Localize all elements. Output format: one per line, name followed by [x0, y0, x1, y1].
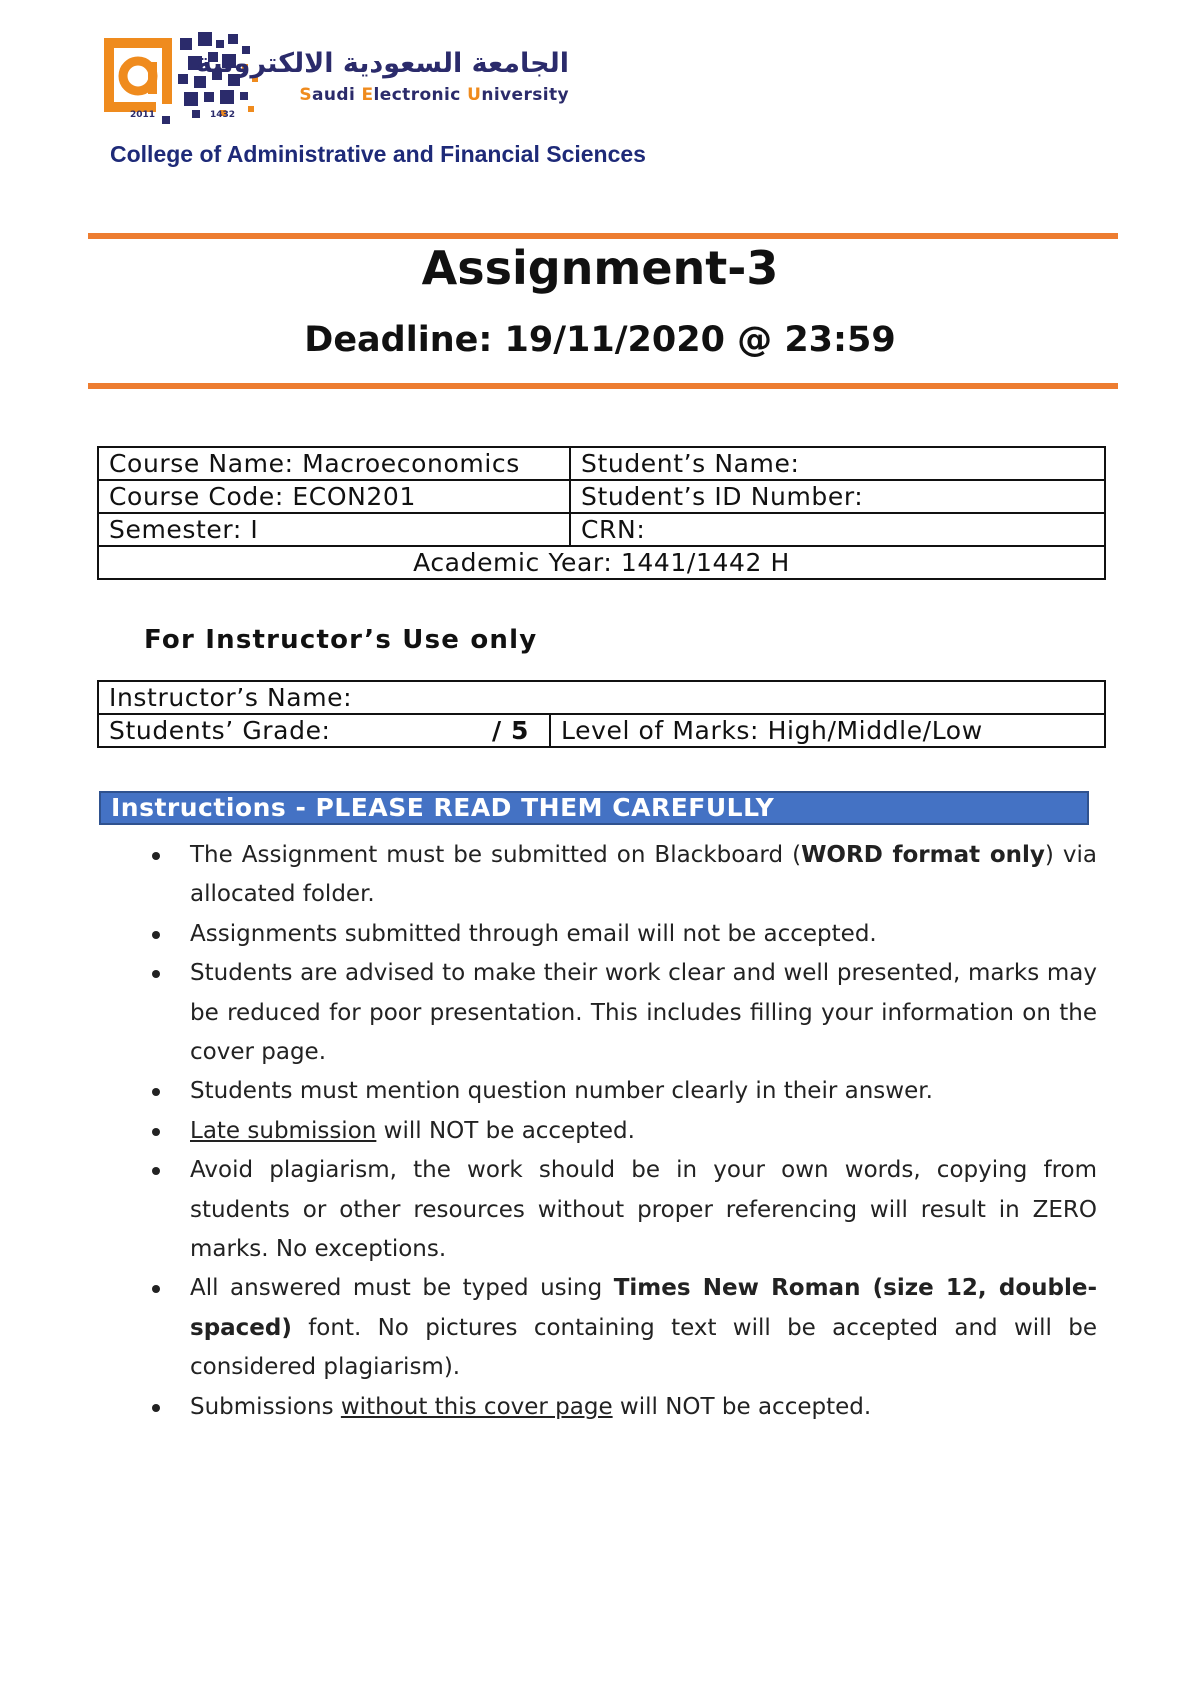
item-text: Submissions: [190, 1393, 341, 1420]
crn-field[interactable]: CRN:: [570, 513, 1105, 546]
deadline: Deadline: 19/11/2020 @ 23:59: [304, 320, 896, 360]
item-bold-text: WORD format only: [801, 842, 1045, 868]
list-item: [152, 954, 1097, 1072]
bullet-icon: [152, 931, 160, 939]
item-underlined-text: without this cover page: [340, 1393, 613, 1420]
students-grade-field[interactable]: [98, 714, 550, 747]
college-name: College of Administrative and Financial Sciences: [110, 141, 646, 167]
university-name-english: Saudi Electronic University: [299, 85, 569, 105]
bullet-icon: [152, 1404, 160, 1412]
item-text: Avoid plagiarism, the work should be in your own words, copying from students or other resources without proper referencing will result in ZERO marks. No exceptions.: [190, 1157, 1097, 1263]
list-item: [152, 1388, 1097, 1427]
bullet-icon: [152, 1088, 160, 1096]
list-item: [152, 1151, 1097, 1269]
item-text: The Assignment must be submitted on Blackboard (: [190, 842, 802, 868]
bullet-icon: [152, 1285, 160, 1293]
university-logo: [102, 30, 582, 130]
bottom-divider: [88, 383, 1118, 389]
item-text: All answered must be typed using: [190, 1275, 614, 1302]
bullet-icon: [152, 1128, 160, 1136]
course-name-cell: Course Name: Macroeconomics: [98, 447, 570, 480]
course-code-cell: Course Code: ECON201: [98, 480, 570, 513]
table-row: [98, 681, 1105, 714]
bullet-icon: [152, 852, 160, 860]
list-item: [152, 1072, 1097, 1111]
list-item: [152, 915, 1097, 954]
item-text: will NOT be accepted.: [376, 1117, 635, 1144]
students-grade-label: Students’ Grade:: [109, 716, 331, 745]
list-item: [152, 1112, 1097, 1151]
assignment-title: Assignment-3: [421, 241, 779, 295]
instructor-use-heading: For Instructor’s Use only: [144, 625, 538, 655]
grade-out-of: / 5: [491, 716, 529, 745]
founding-year-hijri: 1432: [210, 110, 236, 120]
semester-cell: Semester: I: [98, 513, 570, 546]
item-text: Assignments submitted through email will not be accepted.: [190, 920, 877, 947]
instructions-banner: Instructions - PLEASE READ THEM CAREFULLY: [99, 791, 1089, 825]
item-underlined-text: Late submission: [190, 1117, 377, 1144]
list-item: [152, 836, 1097, 915]
bullet-icon: [152, 970, 160, 978]
founding-year-gregorian: 2011: [130, 110, 156, 120]
list-item: [152, 1269, 1097, 1387]
university-name-arabic: الجامعة السعودية الالكترونية: [196, 48, 569, 79]
instructor-table: [97, 680, 1106, 748]
table-row: [98, 714, 1105, 747]
item-text: will NOT be accepted.: [612, 1393, 872, 1420]
item-bold-text: Times New Roman (size 12, double-spaced): [190, 1275, 1098, 1341]
academic-year-cell: Academic Year: 1441/1442 H: [98, 546, 1105, 579]
instructor-name-field[interactable]: Instructor’s Name:: [98, 681, 1105, 714]
table-row: [98, 546, 1105, 579]
course-info-table: [97, 446, 1106, 580]
item-text: Students are advised to make their work clear and well presented, marks may be reduced for poor presentation. This includes filling your information on the cover page.: [190, 960, 1097, 1066]
item-text: font. No pictures containing text will be accepted and will be considered plagiarism).: [190, 1314, 1097, 1381]
item-text: ) via allocated folder.: [190, 842, 1097, 908]
item-text: Students must mention question number clearly in their answer.: [190, 1078, 933, 1105]
table-row: [98, 480, 1105, 513]
top-divider: [88, 233, 1118, 239]
student-id-field[interactable]: Student’s ID Number:: [570, 480, 1105, 513]
table-row: [98, 513, 1105, 546]
table-row: [98, 447, 1105, 480]
student-name-field[interactable]: Student’s Name:: [570, 447, 1105, 480]
instructions-list: [152, 836, 1097, 1427]
bullet-icon: [152, 1167, 160, 1175]
level-of-marks-cell: Level of Marks: High/Middle/Low: [550, 714, 1105, 747]
